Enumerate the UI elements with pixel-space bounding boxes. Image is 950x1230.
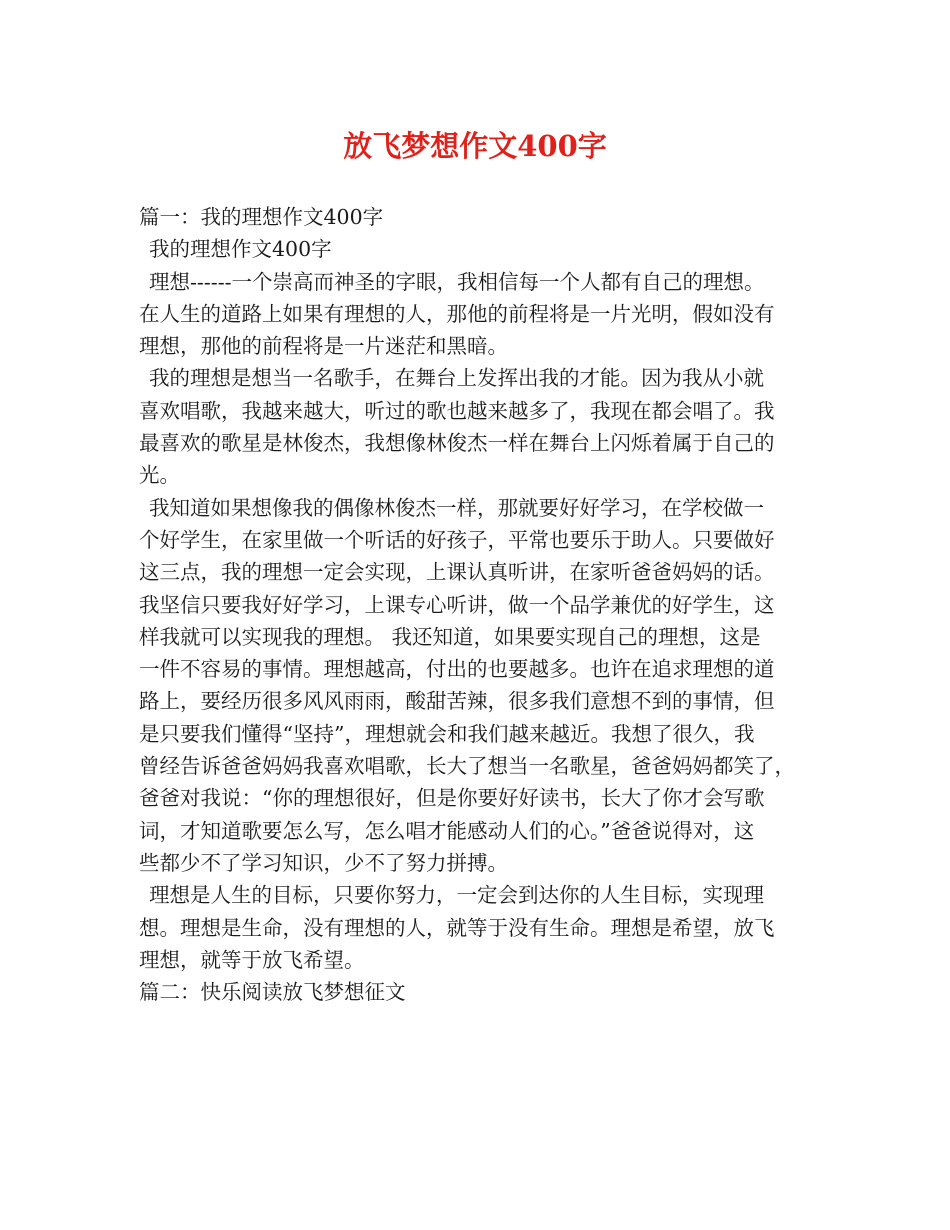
- text-line: 在人生的道路上如果有理想的人，那他的前程将是一片光明，假如没有: [139, 301, 775, 326]
- text-line: 我的理想作文400字: [149, 237, 332, 262]
- text-line: 理想，就等于放飞希望。: [139, 947, 365, 972]
- text-line: 我知道如果想像我的偶像林俊杰一样，那就要好好学习，在学校做一: [149, 495, 764, 520]
- text-line: 最喜欢的歌星是林俊杰，我想像林俊杰一样在舞台上闪烁着属于自己的: [139, 431, 775, 456]
- text-line: 曾经告诉爸爸妈妈我喜欢唱歌，长大了想当一名歌星，爸爸妈妈都笑了，: [139, 754, 795, 779]
- text-line: 些都少不了学习知识，少不了努力拼搏。: [139, 850, 508, 875]
- text-line: 是只要我们懂得“坚持”，理想就会和我们越来越近。我想了很久，我: [139, 721, 755, 746]
- text-line: 光。: [139, 463, 180, 488]
- text-line: 理想------一个崇高而神圣的字眼，我相信每一个人都有自己的理想。: [149, 269, 765, 294]
- text-line: 这三点，我的理想一定会实现，上课认真听讲，在家听爸爸妈妈的话。: [139, 560, 775, 585]
- text-line: 词，才知道歌要怎么写，怎么唱才能感动人们的心。”爸爸说得对，这: [139, 818, 755, 843]
- text-line: 爸爸对我说：“你的理想很好，但是你要好好读书，长大了你才会写歌: [139, 786, 765, 811]
- document-body: [139, 201, 819, 1008]
- document-title: 放飞梦想作文400字: [343, 129, 607, 163]
- text-line: 理想，那他的前程将是一片迷茫和黑暗。: [139, 334, 508, 359]
- text-line: 我的理想是想当一名歌手，在舞台上发挥出我的才能。因为我从小就: [149, 366, 764, 391]
- text-line: 想。理想是生命，没有理想的人，就等于没有生命。理想是希望，放飞: [139, 915, 775, 940]
- text-line: 理想是人生的目标，只要你努力，一定会到达你的人生目标，实现理: [149, 883, 764, 908]
- text-line: 路上，要经历很多风风雨雨，酸甜苦辣，很多我们意想不到的事情，但: [139, 689, 775, 714]
- text-line: 一件不容易的事情。理想越高，付出的也要越多。也许在追求理想的道: [139, 657, 775, 682]
- text-line: 我坚信只要我好好学习，上课专心听讲，做一个品学兼优的好学生，这: [139, 592, 775, 617]
- text-line: 个好学生，在家里做一个听话的好孩子，平常也要乐于助人。只要做好: [139, 527, 775, 552]
- text-line: 样我就可以实现我的理想。 我还知道，如果要实现自己的理想，这是: [139, 624, 761, 649]
- text-line: 篇二：快乐阅读放飞梦想征文: [139, 980, 406, 1005]
- text-line: 喜欢唱歌，我越来越大，听过的歌也越来越多了，我现在都会唱了。我: [139, 398, 775, 423]
- text-line: 篇一：我的理想作文400字: [139, 205, 384, 229]
